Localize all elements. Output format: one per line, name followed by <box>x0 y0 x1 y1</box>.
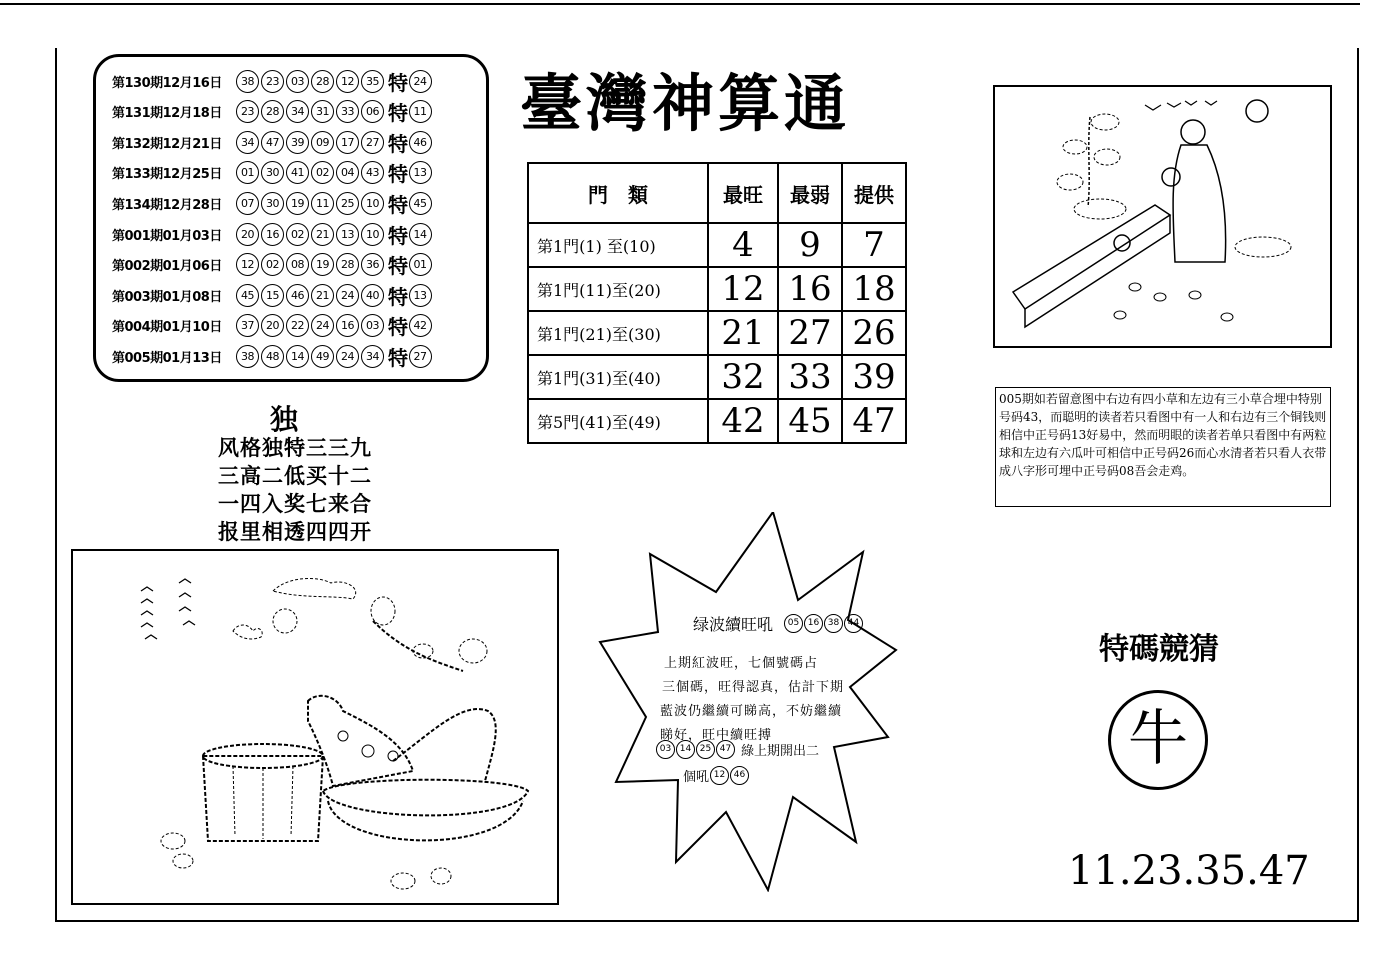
ball: 02 <box>261 253 284 276</box>
special-ball: 14 <box>409 223 432 246</box>
ball: 07 <box>236 192 259 215</box>
gate-value: 42 <box>708 399 778 443</box>
gate-header-provide: 提供 <box>842 163 906 223</box>
history-row-label: 第001期01月03日 <box>112 228 222 244</box>
table-row <box>528 311 906 355</box>
ball: 16 <box>261 223 284 246</box>
ball: 31 <box>311 100 334 123</box>
gate-value: 47 <box>842 399 906 443</box>
ball: 38 <box>236 345 259 368</box>
ball: 23 <box>261 70 284 93</box>
star-title <box>693 612 863 635</box>
special-ball: 13 <box>409 161 432 184</box>
history-row-label: 第130期12月16日 <box>112 75 222 91</box>
ball: 14 <box>676 740 695 759</box>
ball: 49 <box>311 345 334 368</box>
poem-heading: 独 <box>270 403 299 436</box>
ball: 24 <box>336 284 359 307</box>
ball: 17 <box>336 131 359 154</box>
gate-range: 第1門(21)至(30) <box>528 311 708 355</box>
history-row <box>112 280 434 310</box>
gate-value: 33 <box>778 355 842 399</box>
top-rule <box>0 0 1360 5</box>
ball: 40 <box>361 284 384 307</box>
special-ball: 42 <box>409 314 432 337</box>
star-text-line: 藍波仍繼續可睇高，不妨繼續 <box>660 704 843 719</box>
ball: 09 <box>311 131 334 154</box>
ball: 20 <box>261 314 284 337</box>
special-label: 特 <box>388 131 408 156</box>
gate-range: 第1門(31)至(40) <box>528 355 708 399</box>
ball: 36 <box>361 253 384 276</box>
gate-value: 27 <box>778 311 842 355</box>
special-ball: 13 <box>409 284 432 307</box>
gate-range: 第1門(1) 至(10) <box>528 223 708 267</box>
ball: 03 <box>361 314 384 337</box>
gate-table <box>527 162 907 444</box>
history-row <box>112 127 434 157</box>
special-ball: 01 <box>409 253 432 276</box>
ball: 23 <box>236 100 259 123</box>
ball: 25 <box>696 740 715 759</box>
ball: 14 <box>286 345 309 368</box>
ball: 30 <box>261 192 284 215</box>
ball: 16 <box>804 614 823 633</box>
table-row <box>528 399 906 443</box>
gate-value: 45 <box>778 399 842 443</box>
ball: 24 <box>336 345 359 368</box>
guess-title: 特碼競猜 <box>1099 632 1219 667</box>
ball: 46 <box>286 284 309 307</box>
ball: 20 <box>236 223 259 246</box>
ball: 30 <box>261 161 284 184</box>
ball: 27 <box>361 131 384 154</box>
poem-line: 报里相透四四开 <box>218 519 372 544</box>
zodiac-badge: 牛 <box>1108 690 1208 790</box>
ball: 19 <box>286 192 309 215</box>
history-row-label: 第131期12月18日 <box>112 106 222 122</box>
gate-header-category: 門 類 <box>528 163 708 223</box>
ball: 05 <box>784 614 803 633</box>
history-row-label: 第132期12月21日 <box>112 136 222 152</box>
history-row <box>112 188 434 218</box>
ball: 01 <box>236 161 259 184</box>
star-text-line: 三個碼，旺得認真，估計下期 <box>662 680 845 695</box>
ball: 06 <box>361 100 384 123</box>
history-row <box>112 341 434 371</box>
history-row-label: 第133期12月25日 <box>112 167 222 183</box>
ball: 39 <box>286 131 309 154</box>
leopard-illustration <box>71 549 559 905</box>
star-text-line: 睇好，旺中續旺搏 <box>660 728 773 743</box>
star-ball-row <box>683 766 749 785</box>
ball: 46 <box>730 766 749 785</box>
ball: 12 <box>710 766 729 785</box>
special-label: 特 <box>388 162 408 187</box>
ball: 38 <box>236 70 259 93</box>
special-label: 特 <box>388 315 408 340</box>
history-row <box>112 158 434 188</box>
gate-value: 12 <box>708 267 778 311</box>
gate-table-header-row <box>528 163 906 223</box>
history-row <box>112 311 434 341</box>
ball: 25 <box>336 192 359 215</box>
history-row-label: 第003期01月08日 <box>112 289 222 305</box>
special-label: 特 <box>388 101 408 126</box>
special-ball: 11 <box>409 100 432 123</box>
ball: 43 <box>361 161 384 184</box>
star-ball-text: 綠上期開出二 <box>741 744 820 759</box>
ball: 15 <box>261 284 284 307</box>
history-row <box>112 250 434 280</box>
history-row-label: 第005期01月13日 <box>112 350 222 366</box>
table-row <box>528 355 906 399</box>
history-row-label: 第134期12月28日 <box>112 197 222 213</box>
hint-note: 005期如若留意图中右边有四小草和左边有三小草合埋中特别号码43，而聪明的读者若只看图中有一人和右边有三个铜钱则相信中正号码13好易中，然而明眼的读者若单只看图中有两粒球和左边有六瓜叶可相信中正号码26而心水清者若只看人衣带成八字形可埋中正号码08吾会走鸡。 <box>995 387 1331 507</box>
ball: 22 <box>286 314 309 337</box>
ball: 33 <box>336 100 359 123</box>
special-label: 特 <box>388 254 408 279</box>
table-row <box>528 267 906 311</box>
ball: 47 <box>261 131 284 154</box>
ball: 28 <box>311 70 334 93</box>
gate-value: 7 <box>842 223 906 267</box>
ball: 08 <box>286 253 309 276</box>
ball: 41 <box>286 161 309 184</box>
ball: 04 <box>336 161 359 184</box>
star-text-line: 上期紅波旺，七個號碼占 <box>664 656 819 671</box>
ball: 34 <box>361 345 384 368</box>
history-row <box>112 219 434 249</box>
history-row <box>112 66 434 96</box>
special-label: 特 <box>388 70 408 95</box>
special-ball: 46 <box>409 131 432 154</box>
ball: 10 <box>361 192 384 215</box>
star-ball-row <box>655 740 819 759</box>
ball: 10 <box>361 223 384 246</box>
ball: 28 <box>336 253 359 276</box>
ball: 19 <box>311 253 334 276</box>
ball: 02 <box>286 223 309 246</box>
ball: 11 <box>311 192 334 215</box>
guess-numbers: 11.23.35.47 <box>1068 848 1310 894</box>
gate-value: 4 <box>708 223 778 267</box>
ball: 16 <box>336 314 359 337</box>
ball: 34 <box>236 131 259 154</box>
ball: 37 <box>236 314 259 337</box>
special-label: 特 <box>388 345 408 370</box>
history-row <box>112 97 434 127</box>
star-title-text: 绿波續旺吼 <box>693 615 774 634</box>
poem-line: 风格独特三三九 <box>218 435 372 460</box>
history-box <box>93 54 489 382</box>
history-row-label: 第004期01月10日 <box>112 320 222 336</box>
ball: 03 <box>286 70 309 93</box>
ball: 45 <box>236 284 259 307</box>
star-ball-prefix: 個吼 <box>683 770 710 785</box>
woman-with-balls-illustration <box>993 85 1332 348</box>
gate-value: 26 <box>842 311 906 355</box>
gate-value: 32 <box>708 355 778 399</box>
ball: 24 <box>311 314 334 337</box>
ball: 47 <box>716 740 735 759</box>
gate-range: 第1門(11)至(20) <box>528 267 708 311</box>
ball: 21 <box>311 223 334 246</box>
gate-range: 第5門(41)至(49) <box>528 399 708 443</box>
special-ball: 27 <box>409 345 432 368</box>
special-ball: 24 <box>409 70 432 93</box>
gate-value: 39 <box>842 355 906 399</box>
special-label: 特 <box>388 223 408 248</box>
ball: 38 <box>824 614 843 633</box>
poem-line: 三高二低买十二 <box>218 463 372 488</box>
special-label: 特 <box>388 192 408 217</box>
page-title: 臺灣神算通 <box>520 67 851 140</box>
ball: 48 <box>261 345 284 368</box>
gate-header-cold: 最弱 <box>778 163 842 223</box>
special-ball: 45 <box>409 192 432 215</box>
ball: 12 <box>236 253 259 276</box>
gate-value: 9 <box>778 223 842 267</box>
gate-value: 18 <box>842 267 906 311</box>
ball: 02 <box>311 161 334 184</box>
ball: 12 <box>336 70 359 93</box>
table-row <box>528 223 906 267</box>
ball: 35 <box>361 70 384 93</box>
gate-value: 21 <box>708 311 778 355</box>
ball: 03 <box>656 740 675 759</box>
ball: 13 <box>336 223 359 246</box>
gate-value: 16 <box>778 267 842 311</box>
poem-line: 一四入奖七来合 <box>218 491 372 516</box>
ball: 28 <box>261 100 284 123</box>
history-row-label: 第002期01月06日 <box>112 259 222 275</box>
ball: 44 <box>844 614 863 633</box>
ball: 34 <box>286 100 309 123</box>
gate-header-hot: 最旺 <box>708 163 778 223</box>
ball: 21 <box>311 284 334 307</box>
special-label: 特 <box>388 284 408 309</box>
